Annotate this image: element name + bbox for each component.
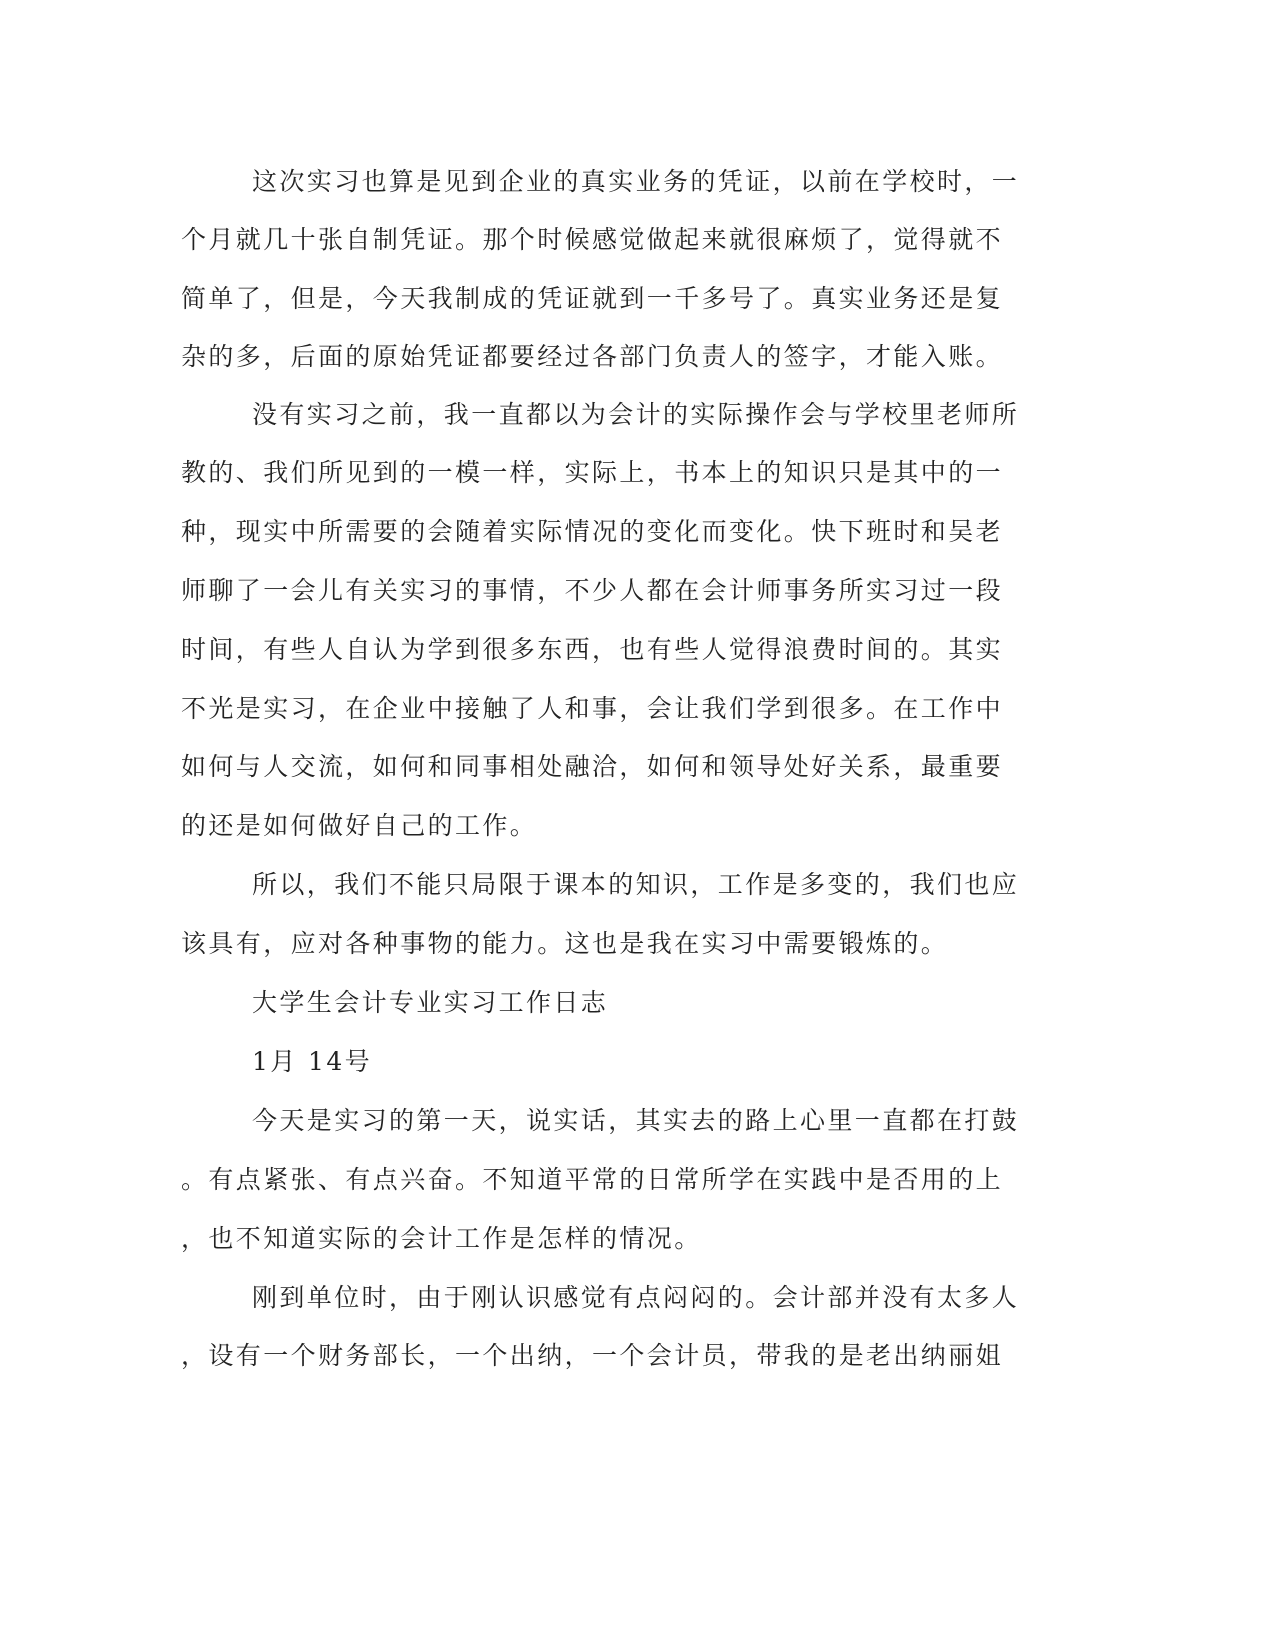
paragraph-line: 杂的多，后面的原始凭证都要经过各部门负责人的签字，才能入账。: [181, 342, 1004, 371]
paragraph-line: 不光是实习，在企业中接触了人和事，会让我们学到很多。在工作中: [181, 694, 1004, 723]
paragraph-line: 时间，有些人自认为学到很多东西，也有些人觉得浪费时间的。其实: [181, 635, 1004, 664]
paragraph-line: ，设有一个财务部长，一个出纳，一个会计员，带我的是老出纳丽姐: [181, 1341, 1004, 1370]
paragraph-line: 种，现实中所需要的会随着实际情况的变化而变化。快下班时和吴老: [181, 517, 1004, 546]
paragraph-line: 简单了，但是，今天我制成的凭证就到一千多号了。真实业务还是复: [181, 284, 1004, 313]
section-title: 大学生会计专业实习工作日志: [252, 988, 609, 1017]
paragraph-line: 今天是实习的第一天，说实话，其实去的路上心里一直都在打鼓: [252, 1106, 1020, 1135]
paragraph-line: 如何与人交流，如何和同事相处融洽，如何和领导处好关系，最重要: [181, 752, 1004, 781]
diary-date: 1月 14号: [252, 1047, 373, 1076]
paragraph-line: 刚到单位时，由于刚认识感觉有点闷闷的。会计部并没有太多人: [252, 1283, 1020, 1312]
paragraph-line: 教的、我们所见到的一模一样，实际上，书本上的知识只是其中的一: [181, 458, 1004, 487]
paragraph-line: 个月就几十张自制凭证。那个时候感觉做起来就很麻烦了，觉得就不: [181, 225, 1004, 254]
paragraph-line: 这次实习也算是见到企业的真实业务的凭证，以前在学校时，一: [252, 167, 1020, 196]
paragraph-line: 所以，我们不能只局限于课本的知识，工作是多变的，我们也应: [252, 870, 1020, 899]
paragraph-line: 师聊了一会儿有关实习的事情，不少人都在会计师事务所实习过一段: [181, 576, 1004, 605]
paragraph-line: 该具有，应对各种事物的能力。这也是我在实习中需要锻炼的。: [181, 929, 949, 958]
paragraph-line: 。有点紧张、有点兴奋。不知道平常的日常所学在实践中是否用的上: [181, 1165, 1004, 1194]
paragraph-line: ，也不知道实际的会计工作是怎样的情况。: [181, 1224, 702, 1253]
paragraph-line: 没有实习之前，我一直都以为会计的实际操作会与学校里老师所: [252, 400, 1020, 429]
paragraph-line: 的还是如何做好自己的工作。: [181, 811, 538, 840]
